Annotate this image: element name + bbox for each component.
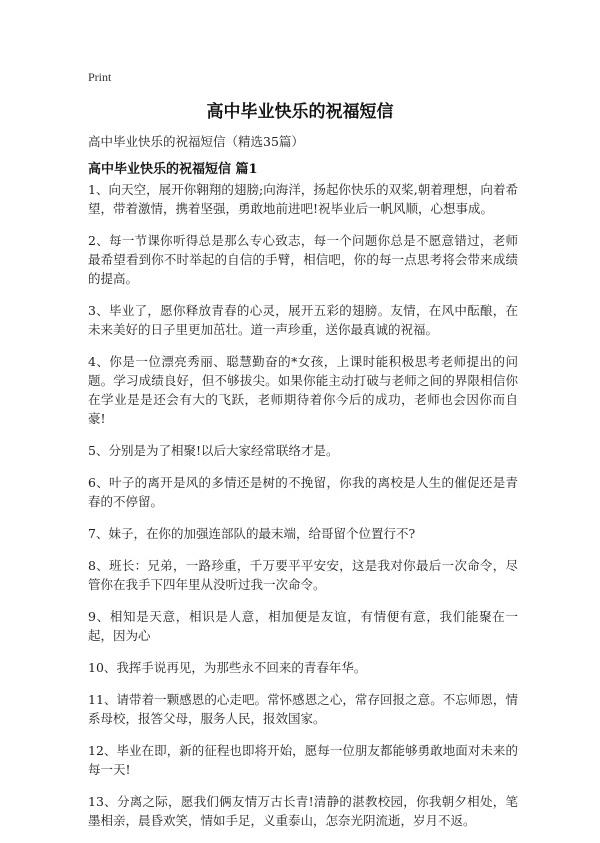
paragraph-11: 11、请带着一颗感恩的心走吧。常怀感恩之心，常存回报之意。不忘师恩，情系母校，报答父母，服务人民，报效国家。	[88, 692, 518, 726]
section-heading: 高中毕业快乐的祝福短信 篇1	[88, 162, 258, 177]
paragraph-4: 4、你是一位漂亮秀丽、聪慧勤奋的*女孩，上课时能积极思考老师提出的问题。学习成绩良好，但不够拔尖。如果你能主动打破与老师之间的界限相信你在学业是是还会有大的飞跃，老师期待着你今后的成功，老师也会因你而自豪!	[88, 354, 518, 426]
paragraph-7: 7、妹子，在你的加强连部队的最末端，给哥留个位置行不?	[88, 526, 416, 541]
paragraph-8: 8、班长：兄弟，一路珍重，千万要平平安安，这是我对你最后一次命令，尽管你在我手下四年里从没听过我一次命令。	[88, 558, 518, 592]
paragraph-1: 1、向天空，展开你翱翔的翅膀;向海洋，扬起你快乐的双桨,朝着理想，向着希望，带着激情，携着坚强，勇敢地前进吧!祝毕业后一帆风顺，心想事成。	[88, 182, 518, 216]
paragraph-5: 5、分别是为了相聚!以后大家经常联络才是。	[88, 443, 339, 458]
paragraph-2: 2、每一节课你听得总是那么专心致志，每一个问题你总是不愿意错过，老师最希望看到你不时举起的自信的手臂，相信吧，你的每一点思考将会带来成绩的提高。	[88, 233, 518, 286]
paragraph-13: 13、分离之际，愿我们俩友情万古长青!清静的湛教校园，你我朝夕相处，笔墨相亲，晨昏欢笑，情如手足，义重泰山，怎奈光阴流逝，岁月不返。	[88, 794, 518, 828]
document-subtitle: 高中毕业快乐的祝福短信（精选35篇）	[88, 134, 304, 149]
paragraph-9: 9、相知是天意，相识是人意，相加便是友谊，有情便有意，我们能聚在一起，因为心	[88, 609, 518, 643]
paragraph-10: 10、我挥手说再见，为那些永不回来的青春年华。	[88, 660, 367, 675]
paragraph-6: 6、叶子的离开是风的多情还是树的不挽留，你我的离校是人生的催促还是青春的不停留。	[88, 475, 518, 509]
paragraph-3: 3、毕业了，愿你释放青春的心灵，展开五彩的翅膀。友情，在风中酝酿，在未来美好的日子里更加茁壮。道一声珍重，送你最真诚的祝福。	[88, 303, 518, 337]
document-body	[88, 180, 518, 843]
paragraph-12: 12、毕业在即，新的征程也即将开始，愿每一位朋友都能够勇敢地面对未来的每一天!	[88, 743, 518, 777]
print-label[interactable]: Print	[88, 70, 112, 84]
page-title: 高中毕业快乐的祝福短信	[206, 102, 394, 122]
